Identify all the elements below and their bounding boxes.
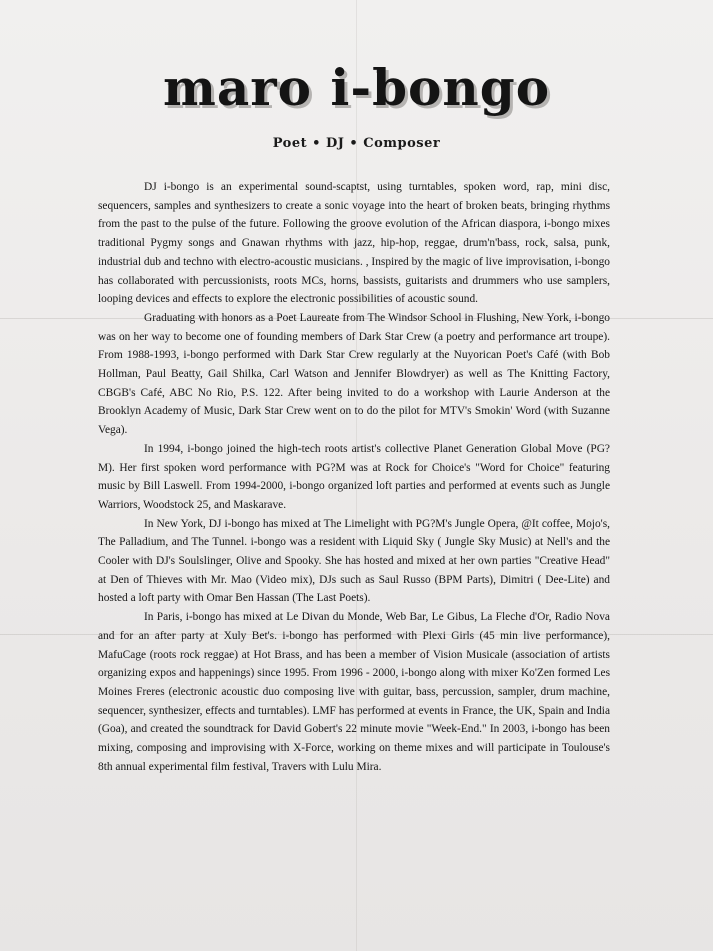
bio-paragraph: DJ i-bongo is an experimental sound-scaptst, using turntables, spoken word, rap, mini disc, sequencers, samples and synthesizers to create a sonic voyage into the heart of broken beats, bringing rhythms from the past to the pulse of the future. Following the groove evolution of the African diaspora, i-bongo mixes traditional Pygmy songs and Gnawan rhythms with jazz, hip-hop, reggae, drum'n'bass, rock, salsa, punk, industrial dub and techno with electro-acoustic musicians. , Inspired by the magic of live improvisation, i-bongo has collaborated with percussionists, roots MCs, horns, bassists, guitarists and drummers who use samplers, looping devices and effects to explore the electronic possibilities of acoustic sound. [98,181,610,306]
document-title: maro i-bongo [162,58,551,117]
document-body [98,178,610,777]
bio-paragraph: Graduating with honors as a Poet Laureate from The Windsor School in Flushing, New York, i-bongo was on her way to become one of founding members of Dark Star Crew (a poetry and performance art troupe). From 1988-1993, i-bongo performed with Dark Star Crew regularly at the Nuyorican Poet's Café (with Bob Hollman, Paul Beatty, Gail Shilka, Carl Watson and Jennifer Blowdryer) as well as The Knitting Factory, CBGB's Café, ABC No Rio, P.S. 122. After being invited to do a workshop with Laurie Anderson at the Brooklyn Academy of Music, Dark Star Crew went on to do the pilot for MTV's Smokin' Word (with Suzanne Vega). [98,311,610,437]
bio-paragraph: In Paris, i-bongo has mixed at Le Divan du Monde, Web Bar, Le Gibus, La Fleche d'Or, Radio Nova and for an after party at Xuly Bet's. i-bongo has performed with Plexi Girls (45 min live performance), MafuCage (roots rock reggae) at Hot Brass, and has been a member of Vision Musicale (association of artists organizing expos and happenings) since 1995. From 1996 - 2000, i-bongo along with mixer Ko'Zen formed Les Moines Freres (electronic acoustic duo composing live with guitar, bass, percussion, sampler, drum machine, sequencer, synthesizer, effects and turntables). LMF has performed at events in France, the UK, Spain and India (Goa), and created the soundtrack for David Gobert's 22 minute movie "Week-End." In 2003, i-bongo has been mixing, composing and improvising with X-Force, working on theme mixes and will participate in Toulouse's 8th annual experimental film festival, Travers with Lulu Mira. [98,611,610,773]
bio-paragraph: In 1994, i-bongo joined the high-tech roots artist's collective Planet Generation Global Move (PG?M). Her first spoken word performance with PG?M was at Rock for Choice's "Word for Choice" featuring music by Bill Laswell. From 1994-2000, i-bongo organized loft parties and performed at events such as Jungle Warriors, Woodstock 25, and Maskarave. [98,442,610,511]
document-subtitle: Poet • DJ • Composer [272,136,441,151]
bio-paragraph: In New York, DJ i-bongo has mixed at The Limelight with PG?M's Jungle Opera, @It coffee, Mojo's, The Palladium, and The Tunnel. i-bongo was a resident with Liquid Sky ( Jungle Sky Music) at Nell's and the Cooler with DJ's Soulslinger, Olive and Spooky. She has hosted and mixed at her own parties "Creative Head" at Den of Thieves with Mr. Mao (Video mix), DJs such as Saul Russo (BPM Parts), Dimitri ( Dee-Lite) and hosted a loft party with Omar Ben Hassan (The Last Poets). [98,517,610,605]
